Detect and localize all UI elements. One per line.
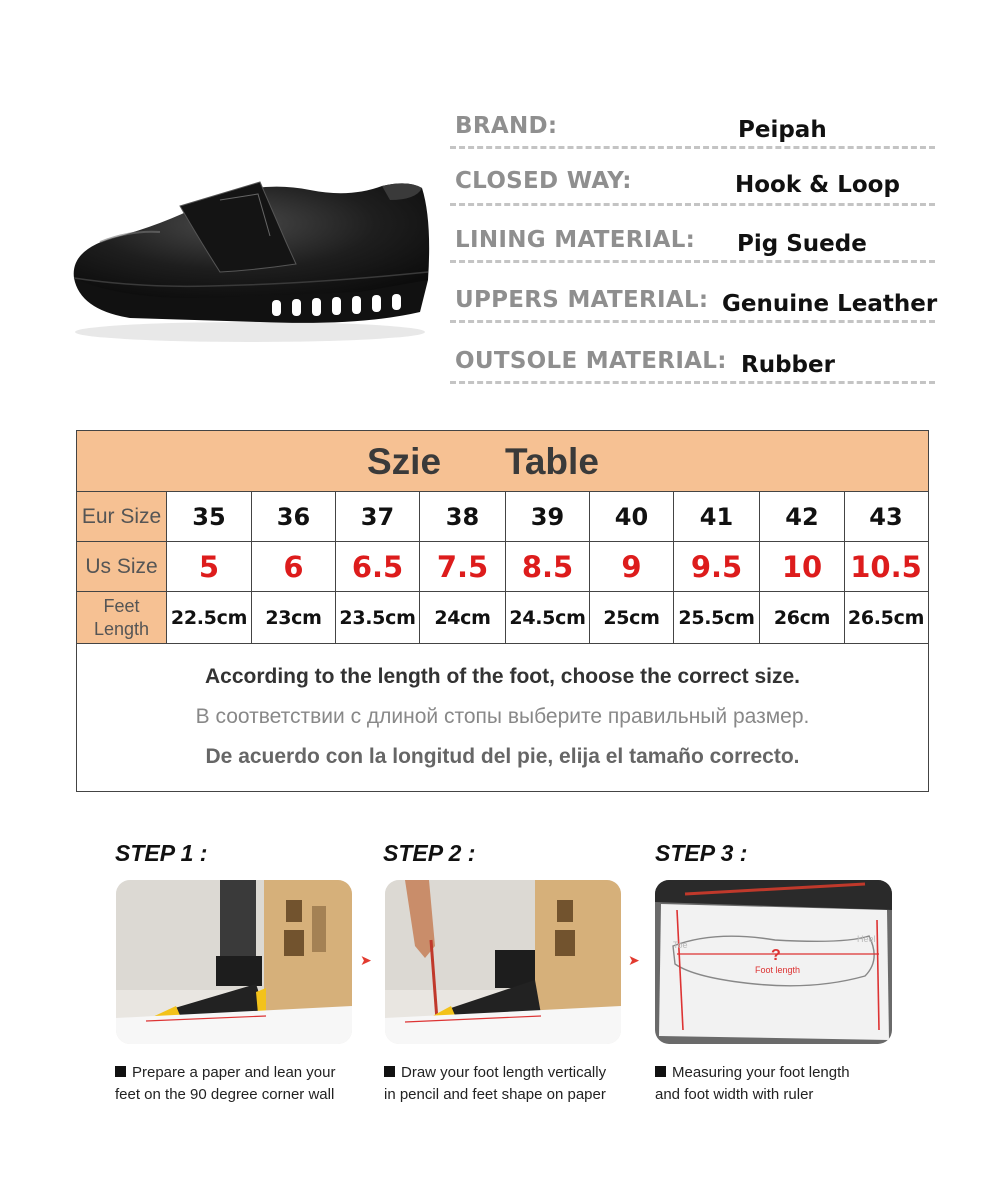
feet-length-cell: 24cm — [419, 592, 505, 643]
step-2-image — [385, 880, 621, 1044]
dashed-divider — [450, 203, 935, 206]
eur-size-cell: 39 — [505, 492, 589, 541]
size-note-spanish: De acuerdo con la longitud del pie, elija el tamaño correcto. — [205, 745, 800, 768]
us-size-row — [77, 542, 928, 592]
eur-size-cell: 36 — [251, 492, 335, 541]
spec-value: Peipah — [738, 117, 827, 143]
step-2-line-1: Draw your foot length vertically — [401, 1064, 607, 1081]
spec-label: CLOSED WAY: — [455, 168, 632, 194]
feet-length-cell: 26cm — [759, 592, 844, 643]
spec-value: Rubber — [741, 352, 835, 378]
step-1-description — [115, 1062, 335, 1106]
spec-label: BRAND: — [455, 113, 558, 139]
step-1-title: STEP 1 : — [115, 840, 208, 866]
spec-row-closed-way — [450, 168, 935, 224]
arrow-right-icon: ➤ — [360, 952, 372, 968]
spec-value: Pig Suede — [737, 231, 867, 257]
step-3-title: STEP 3 : — [655, 840, 748, 866]
dashed-divider — [450, 260, 935, 263]
feet-length-cell: 22.5cm — [166, 592, 251, 643]
step-3-line-2: and foot width with ruler — [655, 1086, 814, 1103]
step-3-line-1: Measuring your foot length — [672, 1064, 850, 1081]
foot-length-label: Foot length — [755, 965, 801, 975]
question-mark-label: ? — [771, 947, 781, 964]
us-size-cell: 9.5 — [673, 542, 759, 591]
spec-row-lining-material — [450, 227, 935, 283]
size-note-russian: В соответствии с длиной стопы выберите правильный размер. — [195, 705, 810, 728]
size-note-english: According to the length of the foot, choose the correct size. — [204, 665, 801, 688]
arrow-right-icon: ➤ — [628, 952, 640, 968]
spec-label: LINING MATERIAL: — [455, 227, 696, 253]
dashed-divider — [450, 381, 935, 384]
feet-length-cell: 23.5cm — [335, 592, 419, 643]
us-size-cell: 10.5 — [844, 542, 927, 591]
eur-size-label: Eur Size — [77, 492, 166, 541]
us-size-cell: 6.5 — [335, 542, 419, 591]
feet-length-cell: 26.5cm — [844, 592, 927, 643]
eur-size-cell: 35 — [166, 492, 251, 541]
bullet-square-icon — [115, 1066, 126, 1077]
feet-length-label-line2: Length — [93, 618, 150, 639]
eur-size-cell: 38 — [419, 492, 505, 541]
eur-size-cell: 41 — [673, 492, 759, 541]
feet-length-cell: 25.5cm — [673, 592, 759, 643]
us-size-cell: 5 — [166, 542, 251, 591]
step-3-image — [655, 880, 892, 1044]
step-2-description — [384, 1062, 606, 1106]
eur-size-cell: 40 — [589, 492, 673, 541]
size-table-title-word-2: Table — [505, 441, 599, 482]
us-size-cell: 6 — [251, 542, 335, 591]
dashed-divider — [450, 146, 935, 149]
eur-size-cell: 42 — [759, 492, 844, 541]
feet-length-cell: 24.5cm — [505, 592, 589, 643]
feet-length-cell: 23cm — [251, 592, 335, 643]
shoe-product-image — [60, 160, 440, 360]
step-3-description — [655, 1062, 850, 1106]
feet-length-label-line1: Feet — [103, 595, 140, 616]
spec-value: Genuine Leather — [722, 291, 938, 317]
step-1-image — [116, 880, 352, 1044]
size-table-header — [77, 431, 928, 492]
step-1-line-1: Prepare a paper and lean your — [132, 1064, 336, 1081]
us-size-cell: 9 — [589, 542, 673, 591]
feet-length-label — [77, 592, 166, 643]
size-table — [76, 430, 929, 792]
step-2-title: STEP 2 : — [383, 840, 476, 866]
spec-row-brand — [450, 113, 935, 169]
bullet-square-icon — [655, 1066, 666, 1077]
eur-size-row — [77, 492, 928, 542]
heel-label: Heel — [857, 934, 876, 944]
spec-row-outsole-material — [450, 348, 935, 404]
feet-length-row — [77, 592, 928, 644]
step-1-line-2: feet on the 90 degree corner wall — [115, 1086, 335, 1103]
step-2-line-2: in pencil and feet shape on paper — [384, 1086, 606, 1103]
dashed-divider — [450, 320, 935, 323]
spec-label: UPPERS MATERIAL: — [455, 287, 709, 313]
eur-size-cell: 37 — [335, 492, 419, 541]
eur-size-cell: 43 — [844, 492, 927, 541]
toe-label: Toe — [673, 940, 688, 950]
spec-value: Hook & Loop — [735, 172, 900, 198]
spec-row-uppers-material — [450, 287, 938, 343]
us-size-cell: 8.5 — [505, 542, 589, 591]
size-table-title-word-1: Szie — [367, 441, 442, 482]
us-size-cell: 7.5 — [419, 542, 505, 591]
us-size-label: Us Size — [77, 542, 166, 591]
bullet-square-icon — [384, 1066, 395, 1077]
feet-length-cell: 25cm — [589, 592, 673, 643]
spec-label: OUTSOLE MATERIAL: — [455, 348, 727, 374]
us-size-cell: 10 — [759, 542, 844, 591]
